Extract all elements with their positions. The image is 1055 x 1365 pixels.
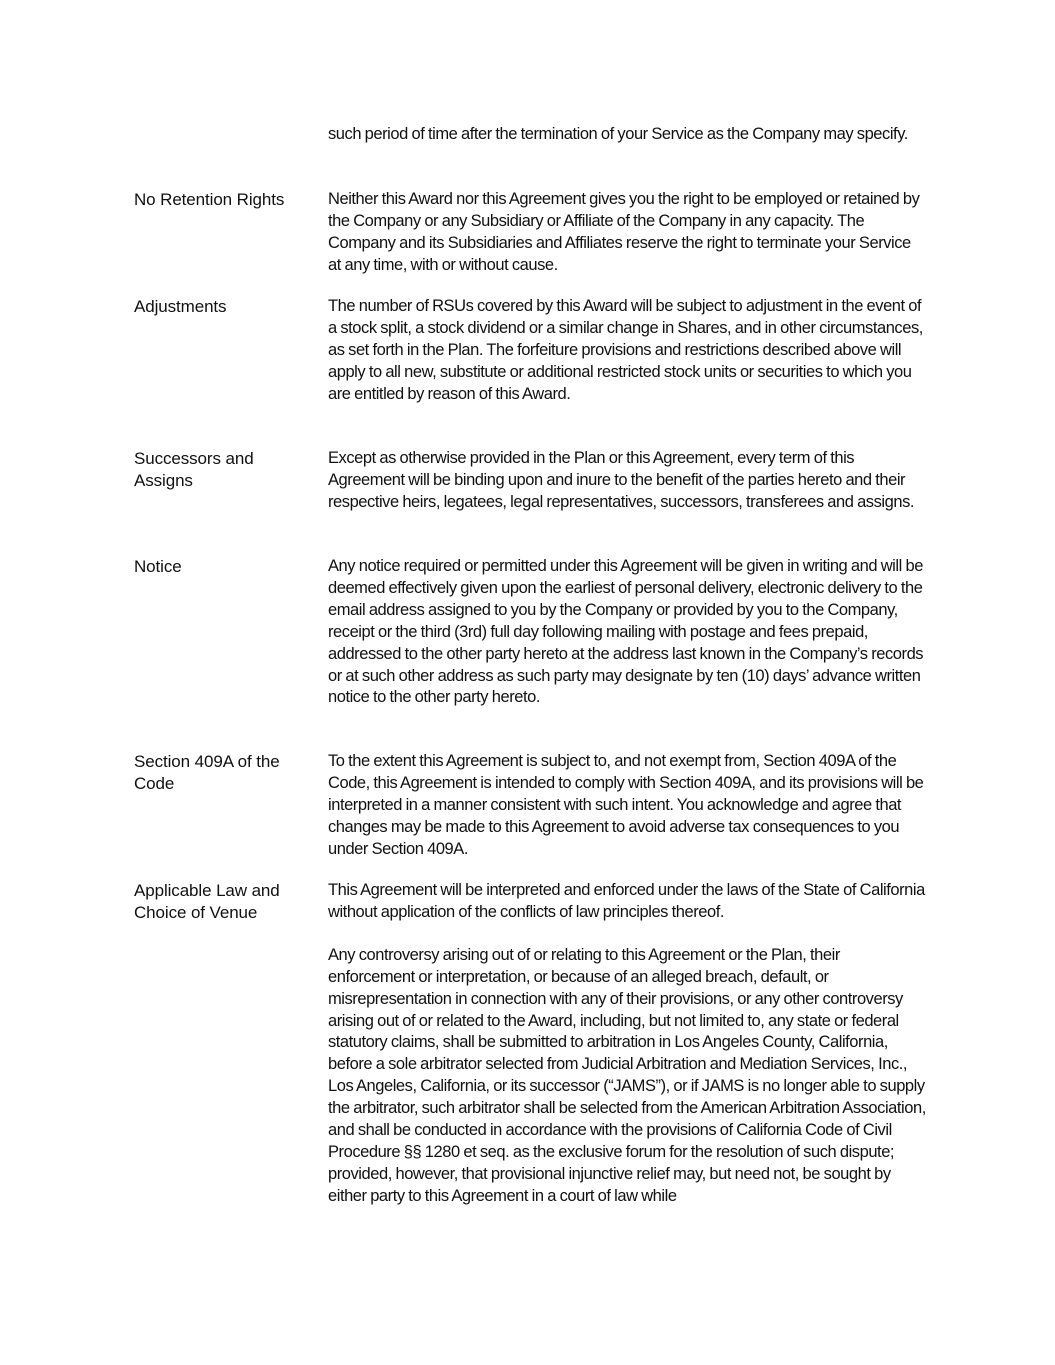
section-heading: Successors and Assigns [134, 449, 254, 490]
section-paragraph: such period of time after the termination of your Service as the Company may specify. [328, 125, 908, 143]
section-body [328, 751, 926, 861]
section-paragraph: This Agreement will be interpreted and enforced under the laws of the State of California without application of the conflicts of law principles thereof. [328, 881, 925, 921]
section-paragraph: Any controversy arising out of or relating to this Agreement or the Plan, their enforcement or interpretation, or because of an alleged breach, default, or misrepresentation in connection with any of their provisions, or any other controversy arising out of or related to the Award, including, but not limited to, any state or federal statutory claims, shall be submitted to arbitration in Los Angeles County, California, before a sole arbitrator selected from Judicial Arbitration and Mediation Services, Inc., Los Angeles, California, or its successor (“JAMS”), or if JAMS is no longer able to supply the arbitrator, such arbitrator shall be selected from the American Arbitration Association, and shall be conducted in accordance with the provisions of California Code of Civil Procedure §§ 1280 et seq. as the exclusive forum for the resolution of such dispute; provided, however, that provisional injunctive relief may, but need not, be sought by either party to this Agreement in a court of law while [328, 945, 926, 1205]
section-paragraph: Neither this Award nor this Agreement gives you the right to be employed or retained by the Company or any Subsidiary or Affiliate of the Company in any capacity. The Company and its Subsidiaries and Affiliates reserve the right to terminate your Service at any time, with or without cause. [328, 190, 920, 274]
section-heading: Applicable Law and Choice of Venue [134, 881, 280, 922]
section-paragraph: Except as otherwise provided in the Plan or this Agreement, every term of this Agreement will be binding upon and inure to the benefit of the parties hereto and their respective heirs, legatees, legal representatives, successors, transferees and assigns. [328, 449, 915, 511]
section-body [328, 448, 926, 514]
section-body [328, 880, 926, 1208]
section-heading: Adjustments [134, 297, 227, 316]
section-body [328, 296, 926, 406]
section-paragraph: To the extent this Agreement is subject to, and not exempt from, Section 409A of the Code, this Agreement is intended to comply with Section 409A, and its provisions will be interpreted in a manner consistent with such intent. You acknowledge and agree that changes may be made to this Agreement to avoid adverse tax consequences to you under Section 409A. [328, 752, 924, 858]
section-paragraph: Any notice required or permitted under this Agreement will be given in writing and will be deemed effectively given upon the earliest of personal delivery, electronic delivery to the email address assigned to you by the Company or provided by you to the Company, receipt or the third (3rd) full day following mailing with postage and fees prepaid, addressed to the other party hereto at the address last known in the Company’s records or at such other address as such party may designate by ten (10) days’ advance written notice to the other party hereto. [328, 557, 924, 707]
section-heading: Section 409A of the Code [134, 752, 280, 793]
section-body [328, 124, 926, 146]
section-body [328, 556, 926, 709]
section-heading: No Retention Rights [134, 190, 285, 209]
section-paragraph: The number of RSUs covered by this Award will be subject to adjustment in the event of a stock split, a stock dividend or a similar change in Shares, and in other circumstances, as set forth in the Plan. The forfeiture provisions and restrictions described above will apply to all new, substitute or additional restricted stock units or securities to which you are entitled by reason of this Award. [328, 297, 923, 403]
section-body [328, 189, 926, 277]
section-heading: Notice [134, 557, 182, 576]
